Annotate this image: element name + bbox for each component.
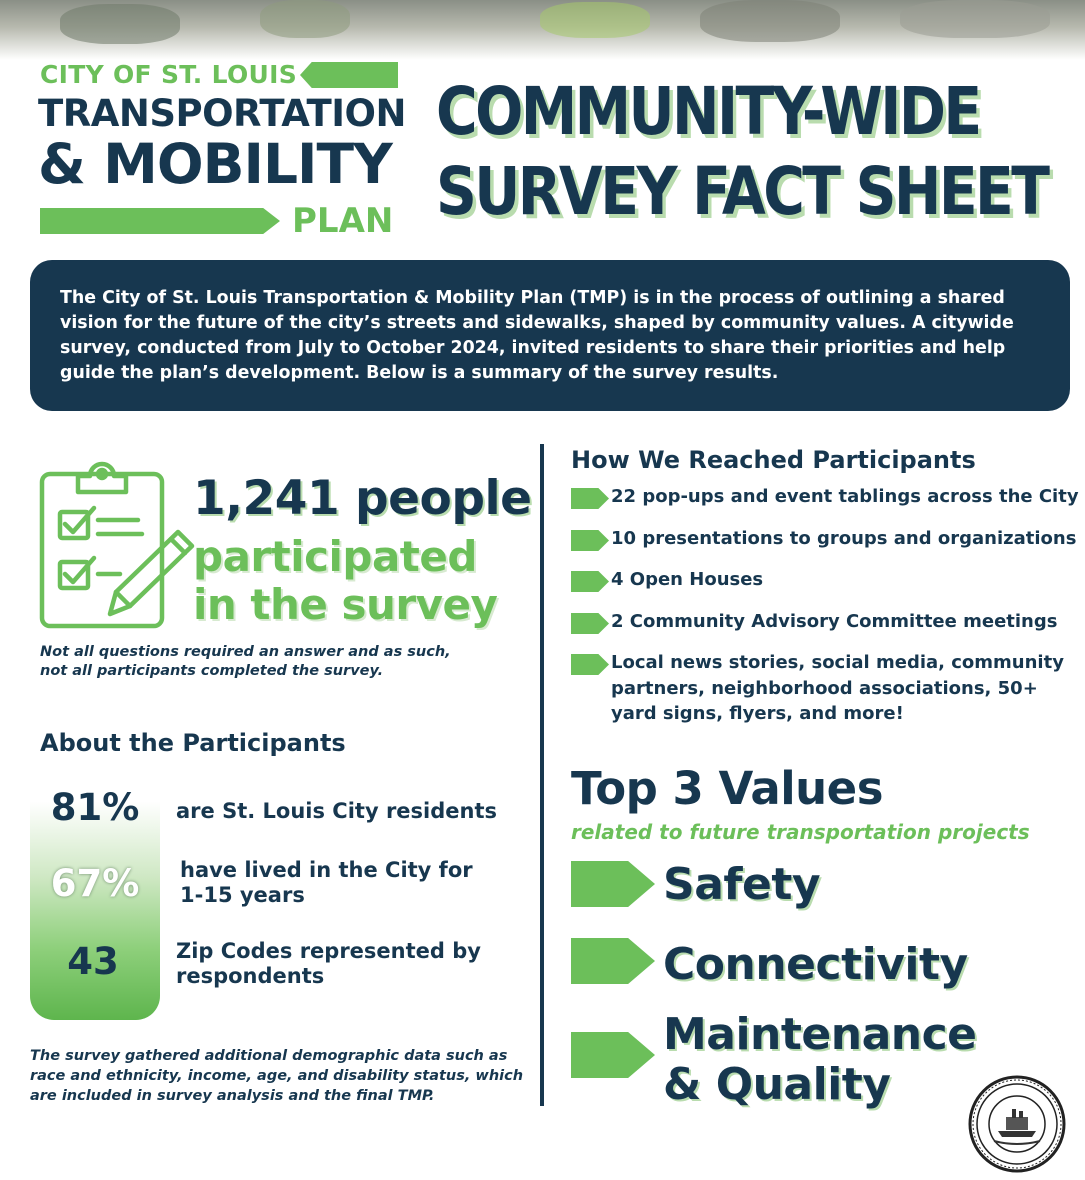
logo-transportation-line: TRANSPORTATION: [38, 92, 406, 135]
stat-value-zip-codes: 43: [67, 940, 119, 983]
arrow-bullet-icon: [571, 654, 609, 675]
page-title-line-2: SURVEY FACT SHEET: [436, 153, 1048, 230]
demographics-note: The survey gathered additional demographic data such as race and ethnicity, income, age, and disability status, which are included in survey analysis and the final TMP.: [30, 1048, 524, 1104]
top-values-heading: Top 3 Values: [571, 762, 883, 815]
clipboard-checklist-icon: [38, 456, 198, 631]
logo-arrow-top: [300, 62, 398, 88]
intro-banner: [30, 260, 1070, 411]
stat-value-residents: 81%: [50, 786, 140, 829]
arrow-bullet-icon: [571, 613, 609, 634]
participation-note: Not all questions required an answer and as such, not all participants completed the survey.: [40, 644, 451, 679]
column-divider: [540, 444, 544, 1106]
logo-plan-line: PLAN: [292, 201, 394, 241]
arrow-bullet-icon: [571, 571, 609, 592]
value-label: & Quality: [663, 1059, 891, 1110]
reach-item-text: 2 Community Advisory Committee meetings: [611, 611, 1058, 632]
header-photo-strip: [0, 0, 1085, 60]
arrow-bullet-icon: [571, 861, 655, 907]
top-values-subheading: related to future transportation projects: [571, 820, 1030, 844]
participant-count: 1,241 people: [193, 471, 532, 526]
stat-text-residents: are St. Louis City residents: [176, 799, 498, 823]
value-label: Maintenance: [663, 1009, 977, 1060]
stat-value-tenure: 67%: [50, 862, 140, 905]
city-seal-icon: [968, 1075, 1066, 1173]
participated-line: participated: [193, 532, 477, 581]
stat-text-zip-codes: Zip Codes represented by respondents: [176, 939, 481, 988]
arrow-bullet-icon: [571, 488, 609, 509]
value-label: Connectivity: [663, 939, 968, 990]
arrow-bullet-icon: [571, 1032, 655, 1078]
logo-arrow-bottom: [40, 208, 280, 234]
in-the-survey-line: in the survey: [193, 580, 498, 629]
logo-mobility-line: & MOBILITY: [38, 132, 392, 196]
stat-text-tenure: have lived in the City for 1-15 years: [180, 858, 473, 907]
reach-heading: How We Reached Participants: [571, 446, 976, 474]
page-title: [436, 72, 1076, 232]
value-label: Safety: [663, 859, 821, 910]
logo-city-line: CITY OF ST. LOUIS: [40, 60, 298, 89]
arrow-bullet-icon: [571, 938, 655, 984]
about-participants-heading: About the Participants: [40, 729, 346, 757]
arrow-bullet-icon: [571, 530, 609, 551]
reach-item-text: 22 pop-ups and event tablings across the City: [611, 486, 1079, 507]
reach-item-text: Local news stories, social media, community partners, neighborhood associations, 50+ yard signs, flyers, and more!: [611, 652, 1064, 724]
intro-text: The City of St. Louis Transportation & Mobility Plan (TMP) is in the process of outlining a shared vision for the future of the city’s streets and sidewalks, shaped by community values. A citywide survey, conducted from July to October 2024, invited residents to share their priorities and help guide the plan’s development. Below is a summary of the survey results.: [60, 288, 1014, 383]
tmp-logo: [38, 58, 406, 241]
reach-item-text: 4 Open Houses: [611, 569, 764, 590]
page-title-line-1: COMMUNITY-WIDE: [436, 73, 980, 150]
reach-item-text: 10 presentations to groups and organizations: [611, 528, 1077, 549]
